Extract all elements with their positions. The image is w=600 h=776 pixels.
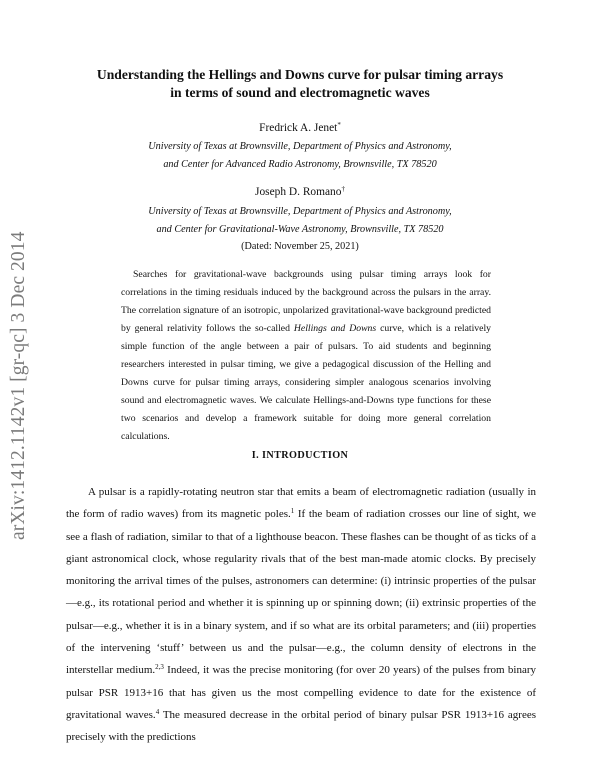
citation-3[interactable]: 4	[155, 707, 160, 716]
arxiv-identifier: arXiv:1412.1142v1 [gr-qc] 3 Dec 2014	[8, 231, 29, 540]
author-1-affil-line-2: and Center for Advanced Radio Astronomy, Brownsville, TX 78520	[163, 159, 437, 170]
author-1-affiliation	[0, 138, 600, 174]
section-heading: I. INTRODUCTION	[251, 450, 349, 461]
abstract-part-1: Searches for gravitational-wave backgrounds using pulsar timing arrays look for correlations in the timing residuals induced by the background across the pulsars in the array. The correlation signature of an isotropic, unpolarized gravitational-wave background predicted by general relativity follows the so-called	[121, 269, 491, 335]
author-2	[0, 186, 600, 198]
abstract-part-2: curve, which is a relatively simple function of the angle between a pair of pulsars. To aid students and beginning researchers interested in pulsar timing, we give a pedagogical discussion of the Helling and Downs curve for pulsar timing arrays, considering simpler analogous scenarios involving sound and electromagnetic waves. We calculate Hellings-and-Downs type functions for these two scenarios and develop a framework suitable for doing more general correlation calculations.	[121, 323, 491, 443]
author-2-affil-line-1: University of Texas at Brownsville, Department of Physics and Astronomy,	[148, 206, 452, 217]
intro-text-4: The measured decrease in the orbital period of binary pulsar PSR 1913+16 agrees precisely with the predictions	[66, 708, 536, 744]
intro-paragraph	[66, 481, 536, 749]
author-1-name: Fredrick A. Jenet	[259, 122, 338, 134]
author-1	[0, 122, 600, 134]
author-2-name: Joseph D. Romano	[255, 186, 342, 198]
author-1-footnote-mark[interactable]: *	[337, 121, 341, 129]
date-line: (Dated: November 25, 2021)	[241, 241, 359, 252]
title-line-2: in terms of sound and electromagnetic waves	[170, 85, 430, 100]
abstract	[121, 266, 491, 446]
citation-2[interactable]: 2,3	[155, 663, 164, 672]
intro-text-3: Indeed, it was the precise monitoring (for over 20 years) of the pulses from binary pulsar PSR 1913+16 that has given us the most compelling evidence to date for the existence of gravitational waves.	[66, 664, 536, 721]
citation-1[interactable]: 1	[290, 507, 295, 516]
intro-text-1: A pulsar is a rapidly-rotating neutron star that emits a beam of electromagnetic radiation (usually in the form of radio waves) from its magnetic poles.	[66, 486, 536, 521]
author-2-affiliation	[0, 203, 600, 239]
intro-text-2: If the beam of radiation crosses our line of sight, we see a flash of radiation, similar to that of a lighthouse beacon. These flashes can be thought of as ticks of a giant astronomical clock, whose regularity rivals that of the best man-made atomic clocks. By precisely monitoring the arrival times of the pulses, astronomers can determine: (i) intrinsic properties of the pulsar—e.g., its rotational period and whether it is spinning up or spinning down; (ii) extrinsic properties of the pulsar—e.g., whether it is in a binary system, and if so what are its orbital parameters; and (iii) properties of the intervening ‘stuff’ between us and the pulsar—e.g., the column density of electrons in the interstellar medium.	[66, 508, 536, 677]
paper-title	[0, 66, 600, 102]
title-line-1: Understanding the Hellings and Downs curve for pulsar timing arrays	[96, 67, 504, 82]
author-1-affil-line-1: University of Texas at Brownsville, Department of Physics and Astronomy,	[148, 141, 452, 152]
author-2-affil-line-2: and Center for Gravitational-Wave Astronomy, Brownsville, TX 78520	[156, 224, 444, 235]
author-2-footnote-mark[interactable]: †	[341, 185, 345, 193]
abstract-emphasis: Hellings and Downs	[293, 323, 377, 335]
